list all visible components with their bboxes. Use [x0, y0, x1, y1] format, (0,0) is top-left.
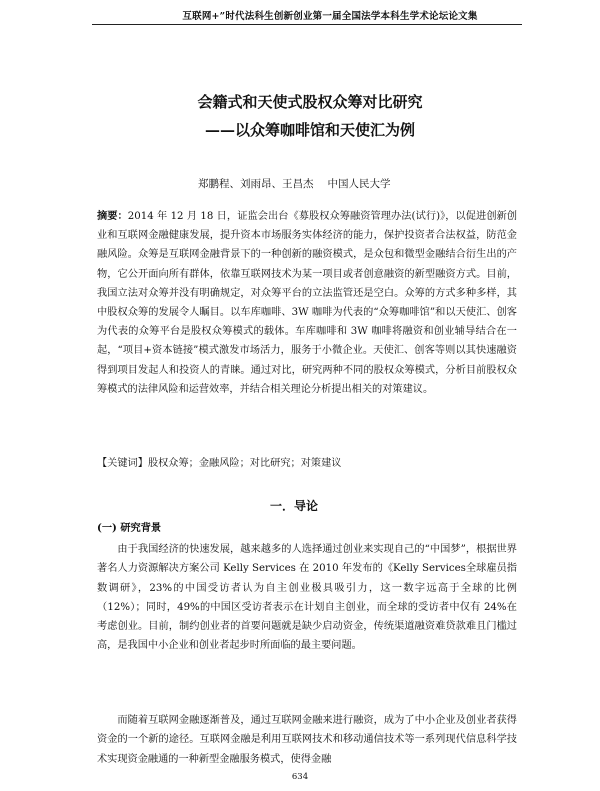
header-rule: [92, 24, 522, 25]
author-names: 郑鹏程、刘雨昂、王昌杰: [198, 178, 314, 190]
section-title: 一．导论: [270, 499, 319, 513]
abstract-text: 2014 年 12 月 18 日，证监会出台《募股权众筹融资管理办法(试行)》，以促进创新创业和互联网金融健康发展，提升资本市场服务实体经济的能力，保护投资者合法权益，防范金融风险。众筹是互联网金融背景下的一种创新的融资模式，是众包和微型金融结合衍生出的产物，它公开面向所有群体，依靠互联网技术为某一项目或者创意融资的新型融资方式。目前，我国立法对众筹并没有明确规定，对众筹平台的立法监管还是空白。众筹的方式多种多样，其中股权众筹的发展令人瞩目。以车库咖啡、3W 咖啡为代表的“众筹咖啡馆”和以天使汇、创客为代表的众筹平台是股权众筹模式的载体。车库咖啡和 3W 咖啡将融资和创业辅导结合在一起，“项目+资本链接”模式激发市场活力，服务于小微企业。天使汇、创客等则以其快速融资得到项目发起人和投资人的青睐。通过对比，研究两种不同的股权众筹模式，分析目前股权众筹模式的法律风险和运营效率，并结合相关理论分析提出相关的对策建议。: [97, 211, 518, 395]
author-affiliation: 中国人民大学: [327, 178, 391, 190]
keywords-label: 【关键词】: [97, 458, 148, 469]
body-paragraph: 由于我国经济的快速发展，越来越多的人选择通过创业来实现自己的“中国梦”，根据世界著名人力资源解决方案公司 Kelly Services 在 2010 年发布的《Kelly Services全球雇员指数调研》，23%的中国受访者认为自主创业极具吸引力，这一数字远高于全球的比例（12%）；同时，49%的中国区受访者表示在计划自主创业，而全球的受访者中仅有 24%在考虑创业。目前，制约创业者的首要问题就是缺少启动资金，传统渠道融资难贷款难且门槛过高，是我国中小企业和创业者起步时所面临的最主要问题。: [97, 544, 517, 652]
author-line: [198, 176, 391, 191]
subsection-title: (一) 研究背景: [97, 522, 162, 534]
page-number: 634: [291, 772, 309, 782]
keywords: [97, 454, 517, 469]
abstract: [97, 207, 517, 399]
running-header: 互联网+”时代法科生创新创业第一届全国法学本科生学术论坛论文集: [182, 11, 478, 22]
paper-title: 会籍式和天使式股权众筹对比研究: [197, 93, 423, 111]
keywords-text: 股权众筹；金融风险；对比研究；对策建议: [147, 458, 342, 469]
abstract-label: 摘要：: [97, 210, 128, 222]
body-paragraph: 而随着互联网金融逐渐普及，通过互联网金融来进行融资，成为了中小企业及创业者获得资金的一个新的途径。互联网金融是利用互联网技术和移动通信技术等一系列现代信息科学技术实现资金融通的一种新型金融服务模式，使得金融: [97, 715, 517, 765]
paper-subtitle: ——以众筹咖啡馆和天使汇为例: [204, 121, 415, 139]
